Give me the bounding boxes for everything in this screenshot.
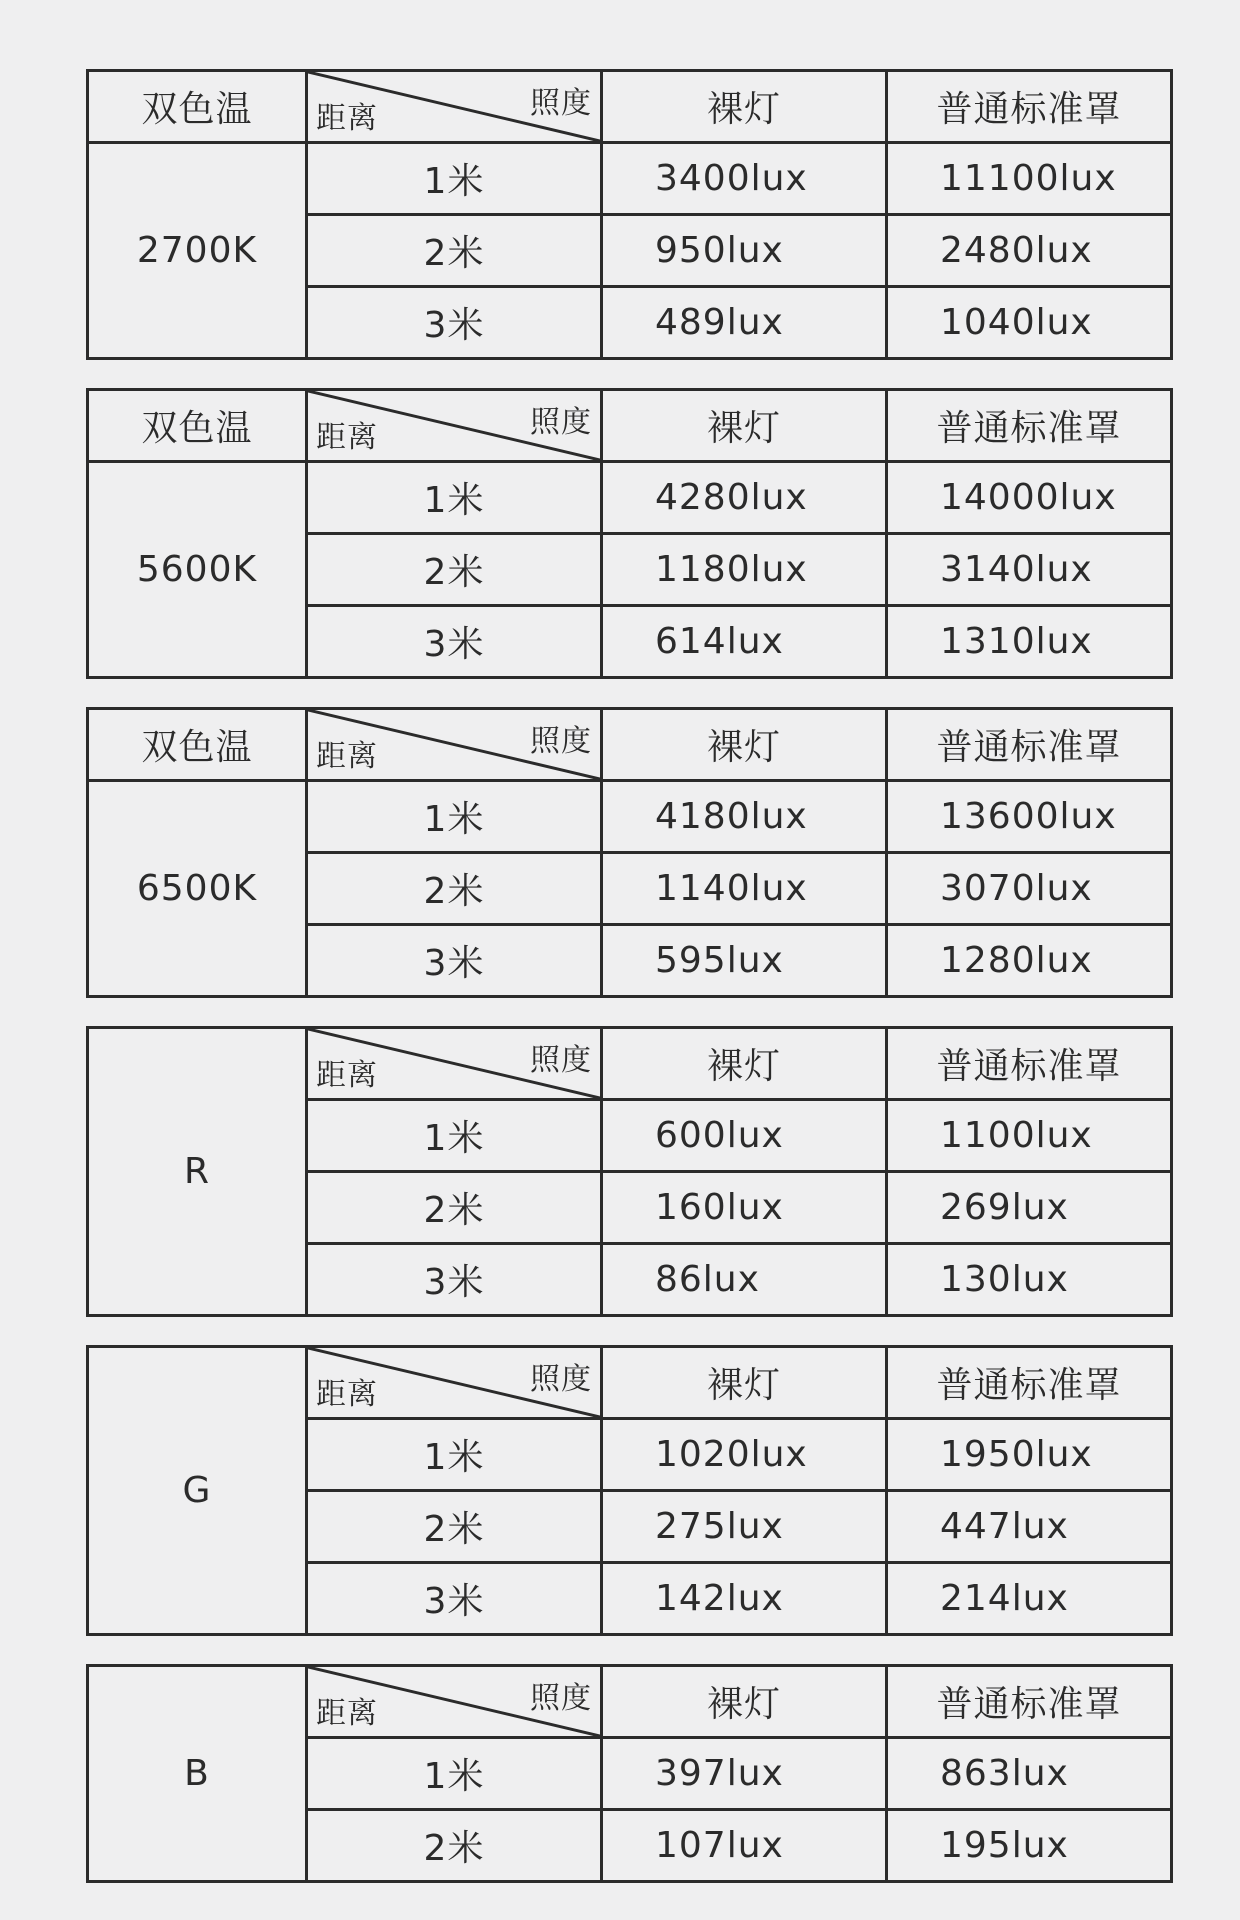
bare-header: 裸灯 xyxy=(602,1666,887,1738)
mode-label-cell: 双色温 xyxy=(88,390,307,462)
distance-cell: 3米 xyxy=(307,1563,602,1635)
mode-value: 6500K xyxy=(88,781,307,997)
distance-header-label: 距离 xyxy=(316,739,378,774)
bare-cell: 107lux xyxy=(602,1810,887,1882)
hood-cell: 13600lux xyxy=(887,781,1172,853)
distance-cell: 1米 xyxy=(307,1419,602,1491)
illuminance-table-6500k xyxy=(86,707,1173,998)
distance-cell: 2米 xyxy=(307,534,602,606)
hood-header: 普通标准罩 xyxy=(887,709,1172,781)
hood-cell: 195lux xyxy=(887,1810,1172,1882)
hood-cell: 1950lux xyxy=(887,1419,1172,1491)
illuminance-table-b xyxy=(86,1664,1173,1883)
distance-cell: 3米 xyxy=(307,287,602,359)
table-row xyxy=(88,462,1172,534)
illuminance-table-5600k xyxy=(86,388,1173,679)
illuminance-header-label: 照度 xyxy=(530,1681,592,1716)
diagonal-header-cell xyxy=(307,1347,602,1419)
illuminance-header-label: 照度 xyxy=(530,405,592,440)
distance-cell: 2米 xyxy=(307,853,602,925)
hood-cell: 3140lux xyxy=(887,534,1172,606)
bare-cell: 4280lux xyxy=(602,462,887,534)
mode-label-cell: 双色温 xyxy=(88,709,307,781)
hood-cell: 269lux xyxy=(887,1172,1172,1244)
mode-value: B xyxy=(88,1666,307,1882)
distance-cell: 2米 xyxy=(307,1491,602,1563)
distance-cell: 1米 xyxy=(307,781,602,853)
bare-header: 裸灯 xyxy=(602,709,887,781)
distance-cell: 3米 xyxy=(307,1244,602,1316)
hood-cell: 1310lux xyxy=(887,606,1172,678)
distance-cell: 3米 xyxy=(307,606,602,678)
mode-value: 2700K xyxy=(88,143,307,359)
bare-cell: 160lux xyxy=(602,1172,887,1244)
hood-cell: 14000lux xyxy=(887,462,1172,534)
mode-value: 5600K xyxy=(88,462,307,678)
hood-header: 普通标准罩 xyxy=(887,71,1172,143)
hood-header: 普通标准罩 xyxy=(887,1347,1172,1419)
bare-cell: 489lux xyxy=(602,287,887,359)
bare-header: 裸灯 xyxy=(602,1028,887,1100)
distance-cell: 2米 xyxy=(307,1172,602,1244)
illuminance-table-r xyxy=(86,1026,1173,1317)
illuminance-table-g xyxy=(86,1345,1173,1636)
distance-cell: 1米 xyxy=(307,1100,602,1172)
bare-cell: 397lux xyxy=(602,1738,887,1810)
distance-cell: 2米 xyxy=(307,1810,602,1882)
hood-cell: 1100lux xyxy=(887,1100,1172,1172)
distance-cell: 3米 xyxy=(307,925,602,997)
distance-cell: 2米 xyxy=(307,215,602,287)
hood-cell: 2480lux xyxy=(887,215,1172,287)
bare-cell: 86lux xyxy=(602,1244,887,1316)
hood-header: 普通标准罩 xyxy=(887,390,1172,462)
bare-cell: 950lux xyxy=(602,215,887,287)
diagonal-header-cell xyxy=(307,1666,602,1738)
bare-cell: 1140lux xyxy=(602,853,887,925)
diagonal-header-cell xyxy=(307,1028,602,1100)
hood-cell: 11100lux xyxy=(887,143,1172,215)
mode-label-cell: 双色温 xyxy=(88,71,307,143)
illuminance-header-label: 照度 xyxy=(530,1362,592,1397)
distance-cell: 1米 xyxy=(307,1738,602,1810)
bare-cell: 275lux xyxy=(602,1491,887,1563)
distance-header-label: 距离 xyxy=(316,420,378,455)
hood-header: 普通标准罩 xyxy=(887,1666,1172,1738)
bare-cell: 600lux xyxy=(602,1100,887,1172)
hood-cell: 214lux xyxy=(887,1563,1172,1635)
distance-header-label: 距离 xyxy=(316,101,378,136)
bare-header: 裸灯 xyxy=(602,390,887,462)
bare-cell: 142lux xyxy=(602,1563,887,1635)
distance-cell: 1米 xyxy=(307,143,602,215)
diagonal-header-cell xyxy=(307,709,602,781)
hood-header: 普通标准罩 xyxy=(887,1028,1172,1100)
diagonal-header-cell xyxy=(307,71,602,143)
illuminance-header-label: 照度 xyxy=(530,1043,592,1078)
mode-value: G xyxy=(88,1347,307,1635)
bare-cell: 1020lux xyxy=(602,1419,887,1491)
hood-cell: 1280lux xyxy=(887,925,1172,997)
bare-cell: 614lux xyxy=(602,606,887,678)
bare-cell: 1180lux xyxy=(602,534,887,606)
hood-cell: 130lux xyxy=(887,1244,1172,1316)
hood-cell: 3070lux xyxy=(887,853,1172,925)
hood-cell: 447lux xyxy=(887,1491,1172,1563)
bare-header: 裸灯 xyxy=(602,1347,887,1419)
illuminance-header-label: 照度 xyxy=(530,86,592,121)
illuminance-table-2700k xyxy=(86,69,1173,360)
bare-header: 裸灯 xyxy=(602,71,887,143)
hood-cell: 863lux xyxy=(887,1738,1172,1810)
illuminance-header-label: 照度 xyxy=(530,724,592,759)
bare-cell: 4180lux xyxy=(602,781,887,853)
mode-value: R xyxy=(88,1028,307,1316)
distance-header-label: 距离 xyxy=(316,1058,378,1093)
distance-header-label: 距离 xyxy=(316,1377,378,1412)
table-row xyxy=(88,781,1172,853)
diagonal-header-cell xyxy=(307,390,602,462)
distance-header-label: 距离 xyxy=(316,1696,378,1731)
bare-cell: 595lux xyxy=(602,925,887,997)
bare-cell: 3400lux xyxy=(602,143,887,215)
distance-cell: 1米 xyxy=(307,462,602,534)
hood-cell: 1040lux xyxy=(887,287,1172,359)
table-row xyxy=(88,143,1172,215)
